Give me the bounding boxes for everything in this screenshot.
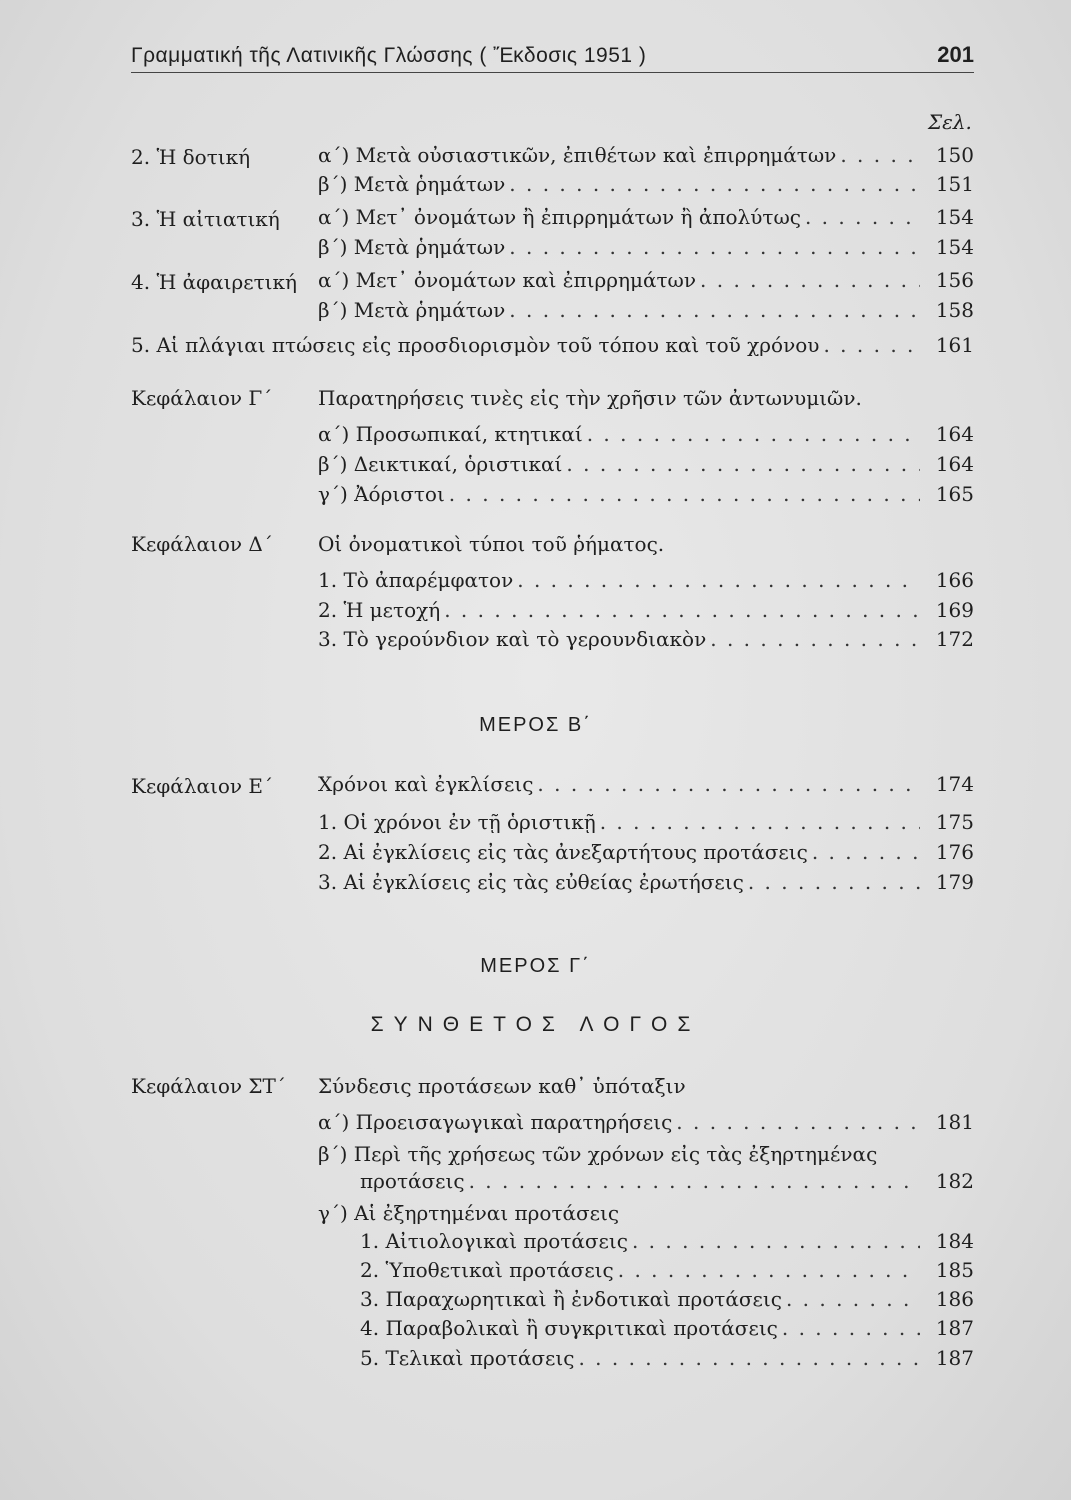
dot-leader <box>444 598 920 622</box>
toc-entry <box>318 482 974 510</box>
toc-entry-text: α΄) Προσωπικαί, κτητικαί <box>318 422 583 446</box>
chapter-d-title: Οἱ ὀνοματικοὶ τύποι τοῦ ῥήματος. <box>318 532 665 556</box>
toc-entry-page: 154 <box>935 235 974 259</box>
toc-entry <box>318 870 974 898</box>
toc-entry-text: 2. Ὑποθετικαὶ προτάσεις <box>360 1258 614 1282</box>
toc-entry-text: 5. Τελικαὶ προτάσεις <box>360 1346 575 1370</box>
toc-entry-page: 181 <box>935 1110 974 1134</box>
toc-entry <box>318 172 974 200</box>
toc-entry-text: α΄) Μετ᾽ ὀνομάτων ἢ ἐπιρρημάτων ἢ ἀπολύτως <box>318 205 801 229</box>
running-header <box>131 38 974 73</box>
toc-entry-page: 174 <box>935 772 974 796</box>
toc-entry-text: β΄) Μετὰ ῥημάτων <box>318 298 506 322</box>
toc-entry <box>360 1316 974 1344</box>
toc-entry <box>318 298 974 326</box>
toc-entry <box>318 1110 974 1138</box>
dot-leader <box>469 1169 920 1193</box>
toc-entry-text: γ΄) Ἀόριστοι <box>318 482 445 506</box>
toc-entry-page: 187 <box>935 1316 974 1340</box>
toc-entry-text: προτάσεις <box>360 1169 465 1193</box>
toc-entry-text: 3. Αἱ ἐγκλίσεις εἰς τὰς εὐθείας ἐρωτήσεις <box>318 870 744 894</box>
toc-entry-page: 175 <box>935 810 974 834</box>
dot-leader <box>566 452 920 476</box>
chapter-st-label: Κεφάλαιον ΣΤ΄ <box>131 1074 286 1098</box>
toc-entry-page: 158 <box>935 298 974 322</box>
dot-leader <box>840 143 920 167</box>
toc-entry-page: 166 <box>935 568 974 592</box>
toc-entry <box>131 333 974 361</box>
dot-leader <box>782 1316 920 1340</box>
pages-column-label: Σελ. <box>928 110 972 134</box>
toc-entry-text: 1. Οἱ χρόνοι ἐν τῇ ὁριστικῇ <box>318 810 596 834</box>
dot-leader <box>509 172 920 196</box>
dot-leader <box>710 627 920 651</box>
toc-entry-text: 1. Αἰτιολογικαὶ προτάσεις <box>360 1229 628 1253</box>
toc-entry-page: 179 <box>935 870 974 894</box>
header-title: Γραμματική τῆς Λατινικῆς Γλώσσης ( Ἔκδοσις 1951 ) <box>131 44 647 67</box>
toc-entry-page: 165 <box>935 482 974 506</box>
toc-entry-page: 164 <box>935 452 974 476</box>
toc-entry-page: 185 <box>935 1258 974 1282</box>
ablative-label: 4. Ἡ ἀφαιρετική <box>131 270 298 294</box>
dative-label: 2. Ἡ δοτική <box>131 145 251 169</box>
toc-entry-page: 182 <box>935 1169 974 1193</box>
toc-entry-text: β΄) Μετὰ ῥημάτων <box>318 235 506 259</box>
toc-entry-page: 151 <box>935 172 974 196</box>
toc-entry-page: 184 <box>935 1229 974 1253</box>
dot-leader <box>509 235 920 259</box>
toc-entry-page: 169 <box>935 598 974 622</box>
toc-entry-page: 150 <box>935 143 974 167</box>
part-b-heading: ΜΕΡΟΣ Β΄ <box>479 714 592 736</box>
toc-entry <box>318 840 974 868</box>
dot-leader <box>618 1258 920 1282</box>
dot-leader <box>786 1287 920 1311</box>
toc-entry-page: 161 <box>935 333 974 357</box>
chapter-d-label: Κεφάλαιον Δ΄ <box>131 532 273 556</box>
toc-entry <box>318 422 974 450</box>
part-c-subtitle: ΣΥΝΘΕΤΟΣ ΛΟΓΟΣ <box>370 1013 701 1036</box>
toc-entry <box>318 810 974 838</box>
chapter-e-label: Κεφάλαιον Ε΄ <box>131 774 273 798</box>
toc-entry-text: α΄) Μετὰ οὐσιαστικῶν, ἐπιθέτων καὶ ἐπιρρημάτων <box>318 143 837 167</box>
toc-subheading: γ΄) Αἱ ἐξηρτημέναι προτάσεις <box>318 1201 620 1225</box>
accusative-label: 3. Ἡ αἰτιατική <box>131 207 280 231</box>
dot-leader <box>748 870 920 894</box>
toc-entry <box>360 1229 974 1257</box>
toc-entry <box>318 568 974 596</box>
dot-leader <box>600 810 920 834</box>
dot-leader <box>676 1110 920 1134</box>
chapter-st-title: Σύνδεσις προτάσεων καθ᾽ ὑπόταξιν <box>318 1074 686 1098</box>
toc-entry <box>360 1258 974 1286</box>
toc-entry-page: 156 <box>935 268 974 292</box>
chapter-e-title: Χρόνοι καὶ ἐγκλίσεις <box>318 772 534 796</box>
toc-entry <box>318 627 974 655</box>
toc-entry-page: 176 <box>935 840 974 864</box>
dot-leader <box>812 840 920 864</box>
toc-entry <box>318 772 974 800</box>
page-number: 201 <box>937 42 974 67</box>
toc-entry <box>360 1287 974 1315</box>
dot-leader <box>632 1229 920 1253</box>
chapter-g-label: Κεφάλαιον Γ΄ <box>131 386 273 410</box>
dot-leader <box>587 422 920 446</box>
dot-leader <box>823 333 920 357</box>
toc-entry-text: 1. Τὸ ἀπαρέμφατον <box>318 568 514 592</box>
toc-entry-text: 3. Τὸ γερούνδιον καὶ τὸ γερουνδιακὸν <box>318 627 707 651</box>
toc-entry <box>318 598 974 626</box>
dot-leader <box>537 772 920 796</box>
toc-entry-text: 5. Αἱ πλάγιαι πτώσεις εἰς προσδιορισμὸν τοῦ τόπου καὶ τοῦ χρόνου <box>131 333 820 357</box>
dot-leader <box>449 482 920 506</box>
dot-leader <box>509 298 920 322</box>
toc-entry <box>318 143 974 171</box>
toc-entry-page: 164 <box>935 422 974 446</box>
dot-leader <box>805 205 920 229</box>
toc-entry-text: 2. Αἱ ἐγκλίσεις εἰς τὰς ἀνεξαρτήτους προτάσεις <box>318 840 808 864</box>
toc-entry-text: α΄) Προεισαγωγικαὶ παρατηρήσεις <box>318 1110 673 1134</box>
toc-entry-text: 3. Παραχωρητικαὶ ἢ ἐνδοτικαὶ προτάσεις <box>360 1287 782 1311</box>
toc-entry <box>318 452 974 480</box>
toc-entry-page: 154 <box>935 205 974 229</box>
toc-entry-page: 186 <box>935 1287 974 1311</box>
dot-leader <box>700 268 920 292</box>
toc-entry-text: β΄) Δεικτικαί, ὁριστικαί <box>318 452 563 476</box>
toc-entry-page: 172 <box>935 627 974 651</box>
toc-entry-text: β΄) Περὶ τῆς χρήσεως τῶν χρόνων εἰς τὰς ἐξηρτημένας <box>318 1142 878 1166</box>
dot-leader <box>578 1346 920 1370</box>
dot-leader <box>517 568 920 592</box>
toc-entry <box>360 1169 974 1197</box>
toc-entry-text: α΄) Μετ᾽ ὀνομάτων καὶ ἐπιρρημάτων <box>318 268 697 292</box>
toc-entry-text: 4. Παραβολικαὶ ἢ συγκριτικαὶ προτάσεις <box>360 1316 778 1340</box>
toc-entry <box>318 235 974 263</box>
toc-entry <box>318 205 974 233</box>
toc-entry <box>360 1346 974 1374</box>
toc-entry-page: 187 <box>935 1346 974 1370</box>
toc-entry <box>318 268 974 296</box>
toc-entry-text: β΄) Μετὰ ῥημάτων <box>318 172 506 196</box>
part-c-heading: ΜΕΡΟΣ Γ΄ <box>480 955 591 977</box>
chapter-g-title: Παρατηρήσεις τινὲς εἰς τὴν χρῆσιν τῶν ἀντωνυμιῶν. <box>318 386 862 410</box>
toc-entry-text: 2. Ἡ μετοχή <box>318 598 441 622</box>
